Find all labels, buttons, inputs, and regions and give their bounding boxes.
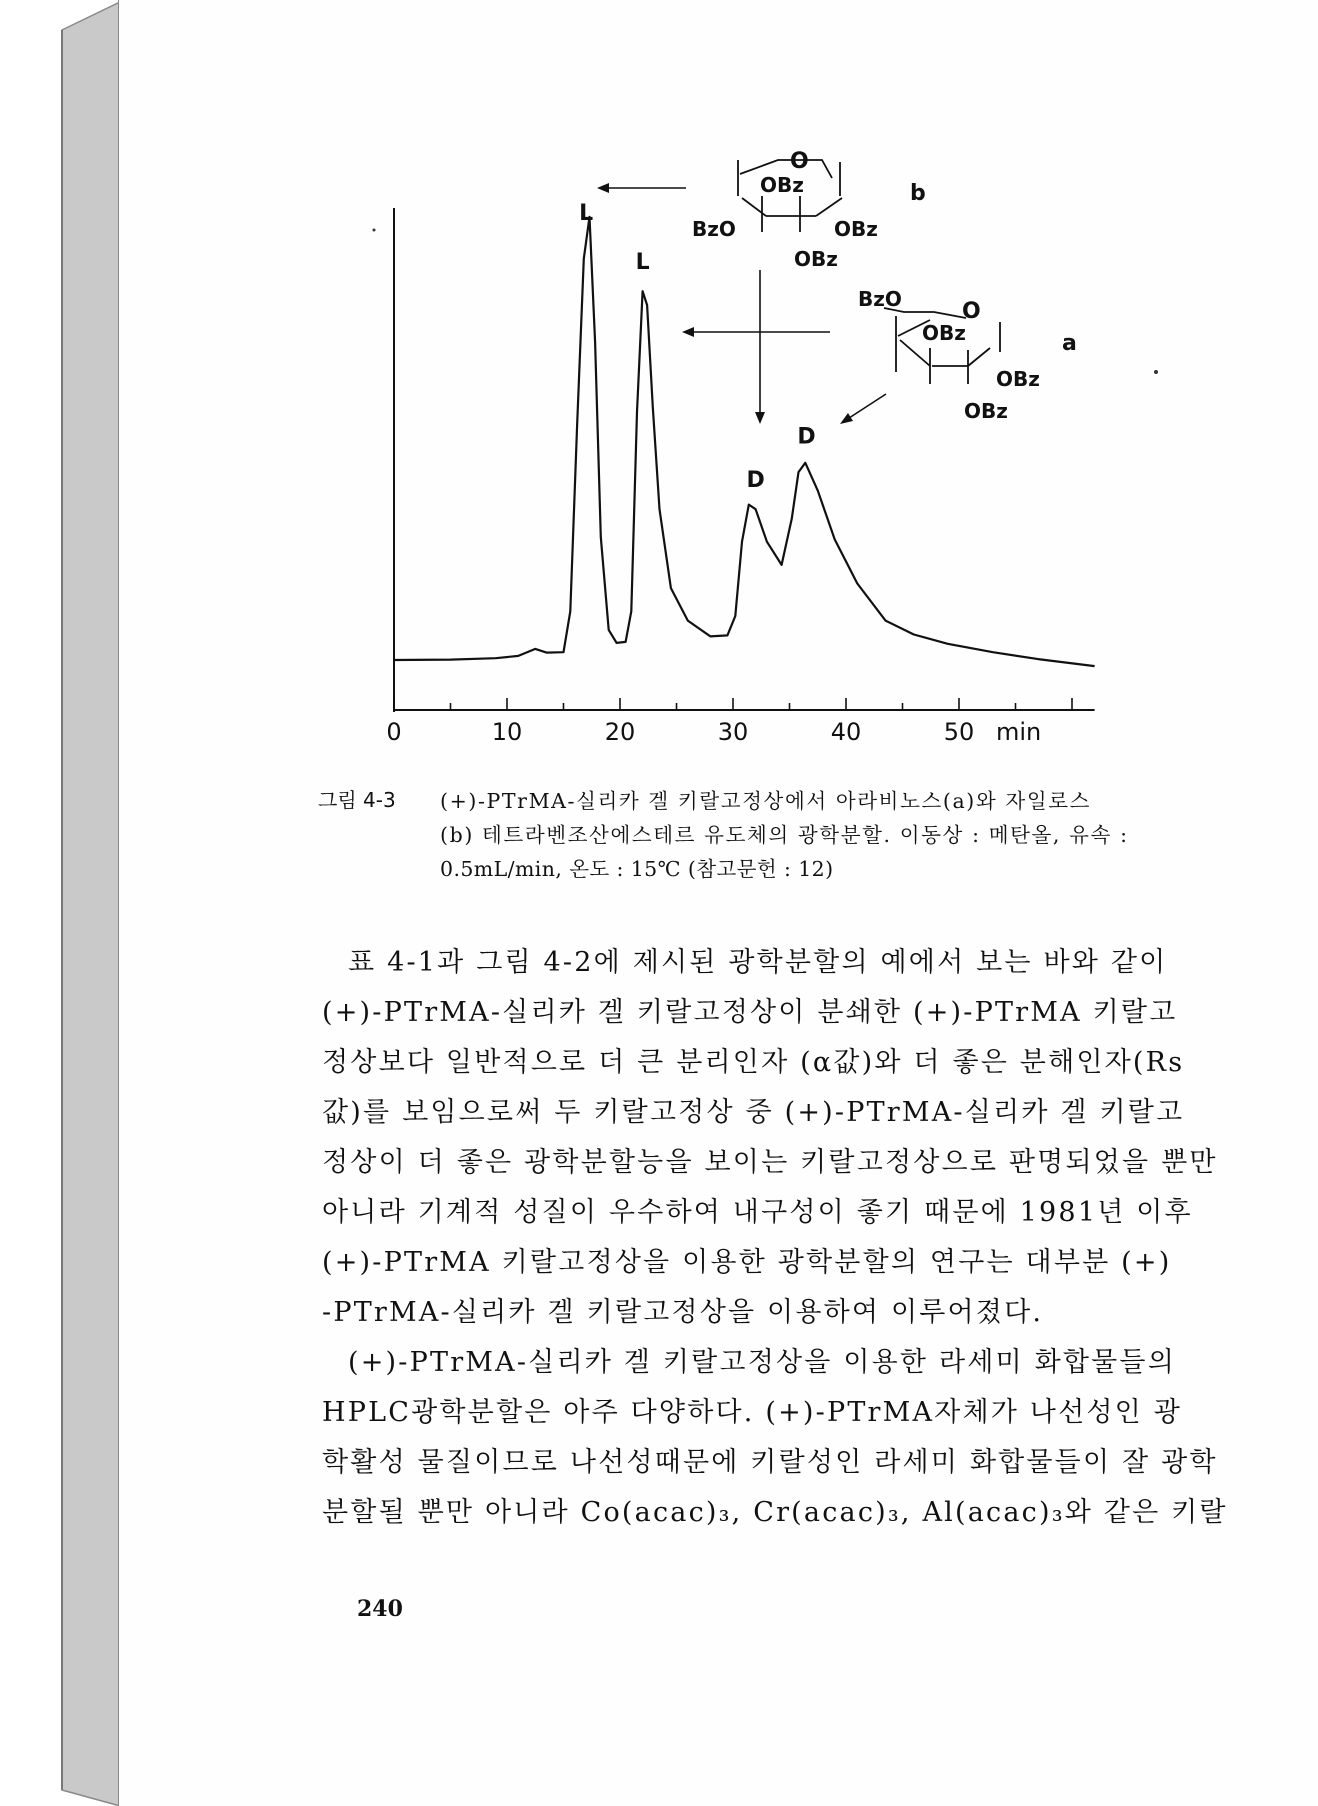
caption-label: 그림 4-3 [318,788,396,812]
structure-b-ring-o: O [790,149,809,174]
body-line: 정상이 더 좋은 광학분할능을 보이는 키랄고정상으로 판명되었을 뿐만 [322,1147,1218,1178]
structure-a-group-3: OBz [996,367,1040,391]
structure-a [884,308,1000,384]
chart-axes [394,208,1095,712]
peak-label: L [635,250,650,276]
x-tick-label: 30 [717,718,749,746]
body-line: 값)를 보임으로써 두 키랄고정상 중 (+)-PTrMA-실리카 겔 키랄고 [322,1097,1185,1128]
x-tick-label: 20 [604,718,636,746]
body-line: 아니라 기계적 성질이 우수하여 내구성이 좋기 때문에 1981년 이후 [322,1197,1193,1228]
body-line: 분할될 뿐만 아니라 Co(acac)₃, Cr(acac)₃, Al(acac)₃와 같은 키랄 [322,1497,1228,1528]
structure-a-group-4: OBz [964,399,1008,423]
structure-b-label: b [910,181,926,206]
chromatogram-line [394,217,1095,666]
body-line: 표 4-1과 그림 4-2에 제시된 광학분할의 예에서 보는 바와 같이 [348,947,1168,978]
peak-labels [579,201,815,493]
body-line: HPLC광학분할은 아주 다양하다. (+)-PTrMA자체가 나선성인 광 [322,1397,1182,1428]
chromatogram-figure [0,0,1318,900]
chart-ticks [386,698,1072,746]
speck [373,229,376,232]
structure-b-group-2: BzO [692,217,736,241]
caption-line-3: 0.5mL/min, 온도 : 15℃ (참고문헌 : 12) [440,857,834,881]
peak-label: D [797,424,816,450]
structure-b-group-1: OBz [760,173,804,197]
structure-b-group-4: OBz [794,247,838,271]
x-tick-label: 40 [830,718,862,746]
body-line: -PTrMA-실리카 겔 키랄고정상을 이용하여 이루어졌다. [322,1297,1044,1328]
x-tick-label: 50 [943,718,975,746]
peak-label: D [746,468,765,494]
caption-line-2: (b) 테트라벤조산에스테르 유도체의 광학분할. 이동상 : 메탄올, 유속 : [440,823,1129,847]
speck [1154,370,1158,374]
structure-a-ring-o: O [962,299,981,324]
body-line: (+)-PTrMA-실리카 겔 키랄고정상이 분쇄한 (+)-PTrMA 키랄고 [322,997,1178,1028]
body-line: (+)-PTrMA-실리카 겔 키랄고정상을 이용한 라세미 화합물들의 [348,1347,1176,1378]
body-line: 정상보다 일반적으로 더 큰 분리인자 (α값)와 더 좋은 분해인자(Rs [322,1047,1185,1078]
x-tick-label: 0 [386,718,402,746]
x-axis-label: min [996,718,1042,746]
structure-a-group-1: BzO [858,287,902,311]
x-tick-label: 10 [491,718,523,746]
structure-a-group-2: OBz [922,321,966,345]
body-line: (+)-PTrMA 키랄고정상을 이용한 광학분할의 연구는 대부분 (+) [322,1247,1172,1278]
peak-label: L [579,200,594,226]
body-line: 학활성 물질이므로 나선성때문에 키랄성인 라세미 화합물들이 잘 광학 [322,1447,1218,1478]
structure-a-label: a [1062,331,1077,356]
caption-line-1: (+)-PTrMA-실리카 겔 키랄고정상에서 아라비노스(a)와 자일로스 [440,789,1092,813]
page-number: 240 [357,1596,403,1622]
structure-b-group-3: OBz [834,217,878,241]
